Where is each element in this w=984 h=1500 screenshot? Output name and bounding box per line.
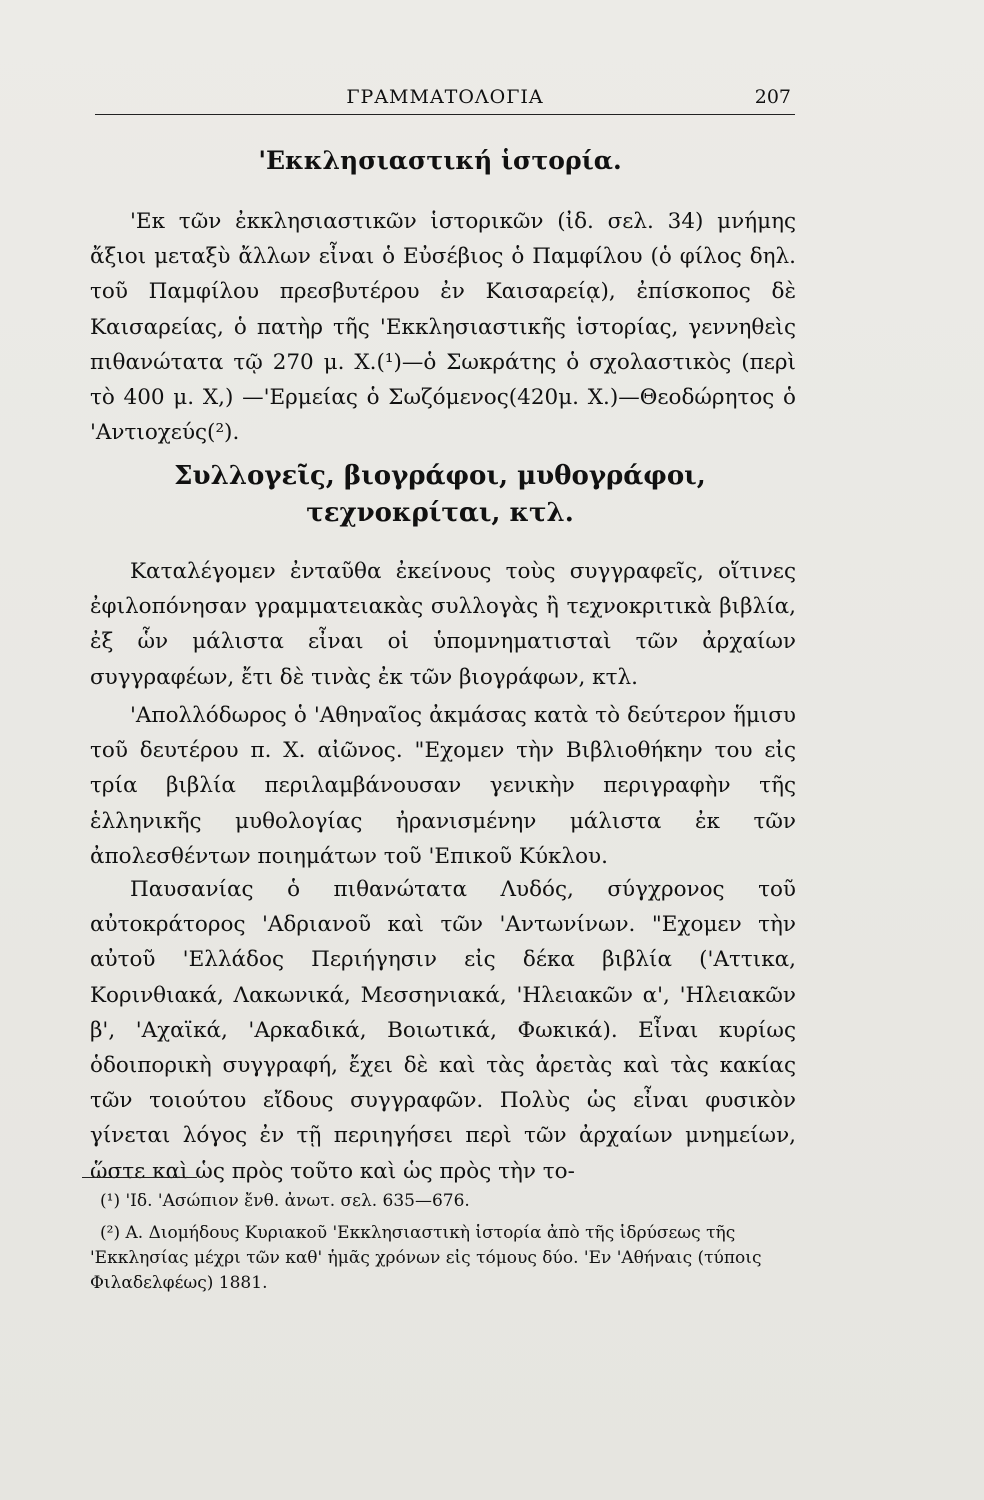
paragraph-pausanias: Παυσανίας ὁ πιθανώτατα Λυδός, σύγχρονος τοῦ αὐτοκράτορος 'Αδριανοῦ καὶ τῶν 'Αντωνίνων. "Εχομεν τὴν αὐτοῦ 'Ελλάδος Περιήγησιν εἰς δέκα βιβλία ('Αττικα, Κορινθιακά, Λακωνικά, Μεσσηνιακά, 'Ηλειακῶν α', 'Ηλειακῶν β', 'Αχαϊκά, 'Αρκαδικά, Βοιωτικά, Φωκικά). Εἶναι κυρίως ὁδοιπορικὴ συγγραφή, ἔχει δὲ καὶ τὰς ἀρετὰς καὶ τὰς κακίας τῶν τοιούτου εἴδους συγγραφῶν. Πολὺς ὡς εἶναι φυσικὸν γίνεται λόγος ἐν τῇ περιηγήσει περὶ τῶν ἀρχαίων μνημείων, ὥστε καὶ ὡς πρὸς τοῦτο καὶ ὡς πρὸς τὴν το-: [90, 877, 796, 1184]
paragraph-ecclesiastical-historians: 'Εκ τῶν ἐκκλησιαστικῶν ἱστορικῶν (ἰδ. σελ. 34) μνήμης ἄξιοι μεταξὺ ἄλλων εἶναι ὁ Εὐσέβιος ὁ Παμφίλου (ὁ φίλος δηλ. τοῦ Παμφίλου πρεσβυτέρου ἐν Καισαρείᾳ), ἐπίσκοπος δὲ Καισαρείας, ὁ πατὴρ τῆς 'Εκκλησιαστικῆς ἱστορίας, γεννηθεὶς πιθανώτατα τῷ 270 μ. Χ.(¹)—ὁ Σωκράτης ὁ σχολαστικὸς (περὶ τὸ 400 μ. Χ,) —'Ερμείας ὁ Σωζόμενος(420μ. Χ.)—Θεοδώρητος ὁ 'Αντιοχεύς(²).: [90, 209, 796, 446]
paragraph-intro-compilers: Καταλέγομεν ἐνταῦθα ἐκείνους τοὺς συγγραφεῖς, οἵτινες ἐφιλοπόνησαν γραμματειακὰς συλλογὰς ἢ τεχνοκριτικὰ βιβλία, ἐξ ὧν μάλιστα εἶναι οἱ ὑπομνηματισταὶ τῶν ἀρχαίων συγγραφέων, ἔτι δὲ τινὰς ἐκ τῶν βιογράφων, κτλ.: [90, 559, 796, 690]
footnote-2: (²) Α. Διομήδους Κυριακοῦ 'Εκκλησιαστικὴ ἱστορία ἀπὸ τῆς ἱδρύσεως τῆς 'Εκκλησίας μέχρι τῶν καθ' ἡμᾶς χρόνων εἰς τόμους δύο. 'Εν 'Αθήναις (τύποις Φιλαδελφέως) 1881.: [90, 1223, 762, 1293]
running-title: ΓΡΑΜΜΑΤΟΛΟΓΙΑ: [346, 86, 544, 108]
paragraph-apollodorus: 'Απολλόδωρος ὁ 'Αθηναῖος ἀκμάσας κατὰ τὸ δεύτερον ἥμισυ τοῦ δευτέρου π. Χ. αἰῶνος. "Εχομεν τὴν Βιβλιοθήκην του εἰς τρία βιβλία περιλαμβάνουσαν γενικὴν περιγραφὴν τῆς ἑλληνικῆς μυθολογίας ἠρανισμένην μάλιστα ἐκ τῶν ἀπολεσθέντων ποιημάτων τοῦ 'Επικοῦ Κύκλου.: [90, 703, 796, 869]
footnote-divider: [82, 1177, 197, 1178]
page-number: 207: [754, 86, 791, 108]
section-heading-compilers: Συλλογεῖς, βιογράφοι, μυθογράφοι, τεχνοκρίται, κτλ.: [174, 461, 706, 528]
footnote-1: (¹) 'Ιδ. 'Ασώπιον ἔνθ. ἀνωτ. σελ. 635—676.: [100, 1191, 470, 1211]
running-header: [95, 84, 795, 115]
section-heading-ecclesiastical-history: 'Εκκλησιαστική ἱστορία.: [258, 146, 622, 175]
